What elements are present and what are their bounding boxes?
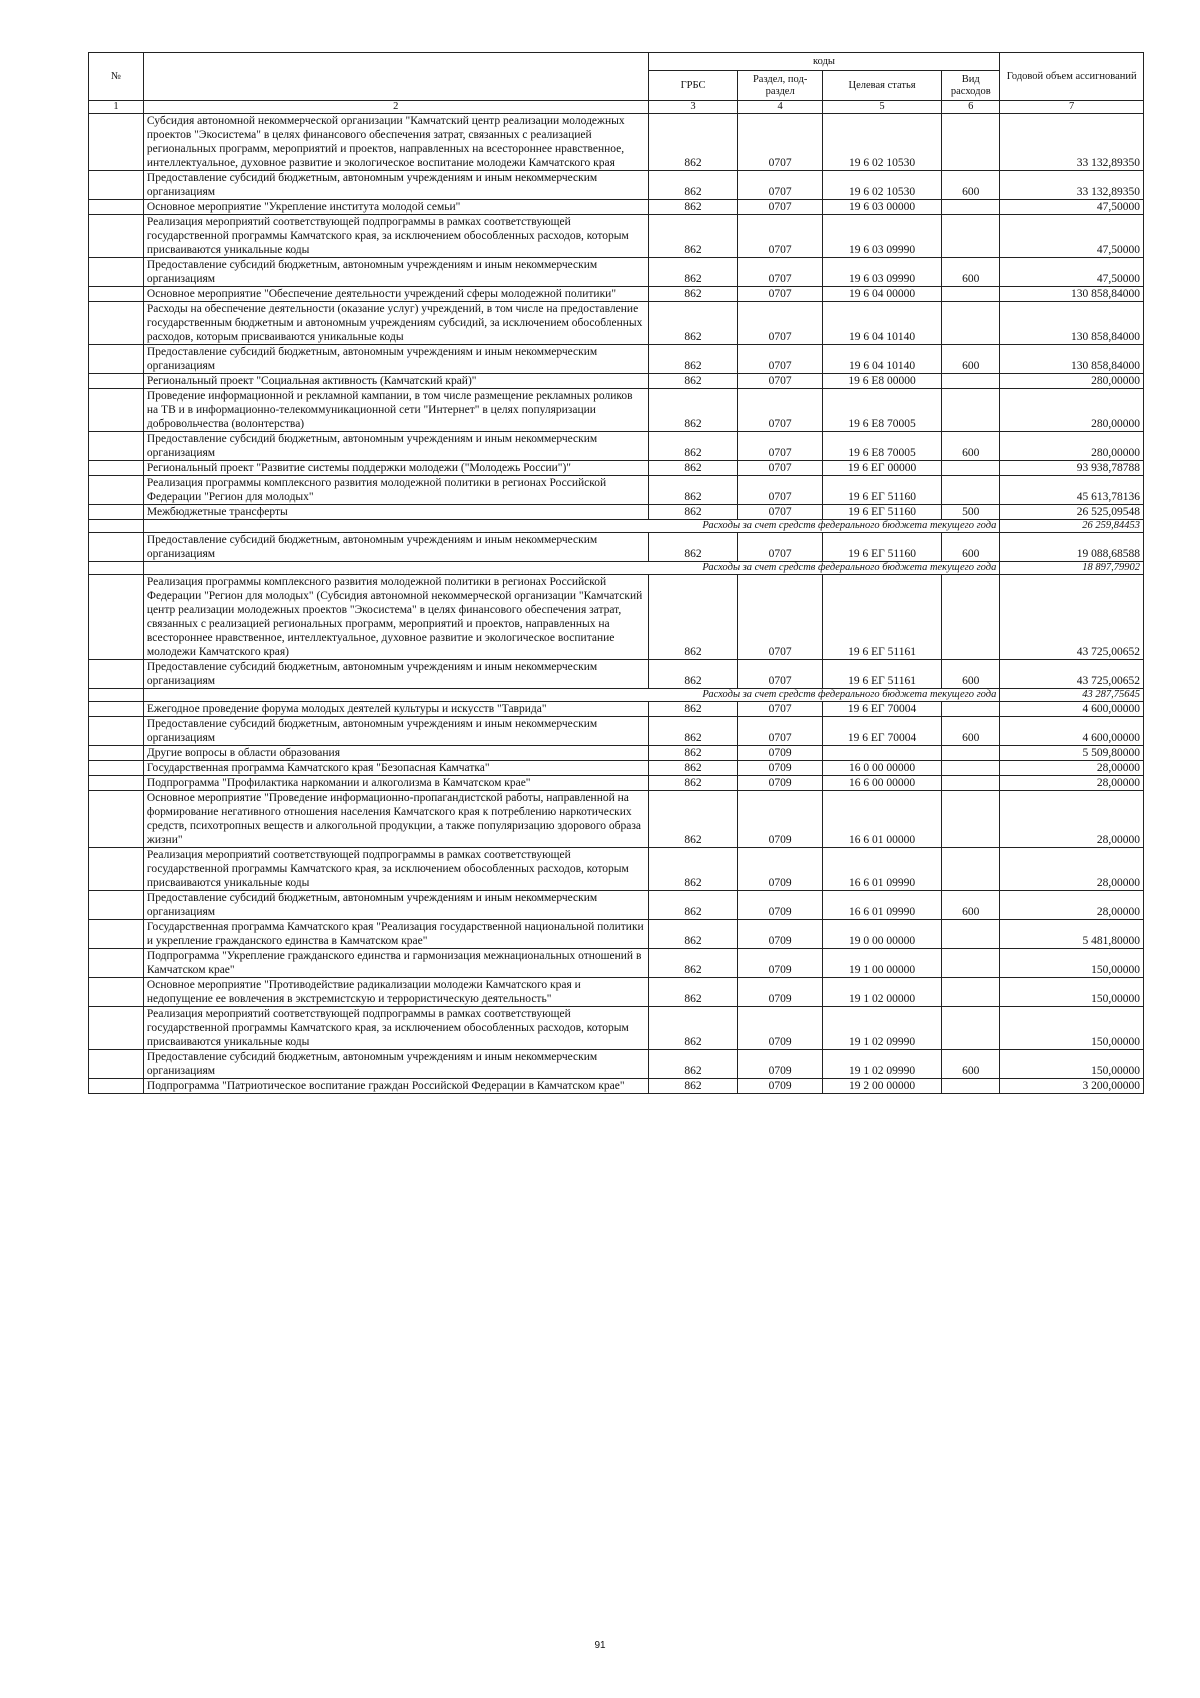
row-grbs: 862: [648, 1079, 738, 1094]
row-grbs: 862: [648, 761, 738, 776]
row-num: [89, 791, 144, 848]
row-razdel: 0707: [738, 476, 822, 505]
row-razdel: 0709: [738, 1079, 822, 1094]
row-num: [89, 776, 144, 791]
row-sum: 93 938,78788: [1000, 461, 1144, 476]
row-name: Подпрограмма "Профилактика наркомании и алкоголизма в Камчатском крае": [143, 776, 648, 791]
row-name: Государственная программа Камчатского края "Безопасная Камчатка": [143, 761, 648, 776]
row-sum: 19 088,68588: [1000, 533, 1144, 562]
row-razdel: 0707: [738, 374, 822, 389]
row-name: Реализация мероприятий соответствующей подпрограммы в рамках соответствующей государственной программы Камчатского края, за исключением обособленных расходов, которым присваиваются уникальные коды: [143, 1007, 648, 1050]
table-row: [89, 848, 1144, 891]
table-row: [89, 791, 1144, 848]
row-name: Региональный проект "Социальная активность (Камчатский край)": [143, 374, 648, 389]
row-razdel: 0707: [738, 432, 822, 461]
row-celevaya: 19 6 04 10140: [822, 345, 941, 374]
row-grbs: 862: [648, 949, 738, 978]
header-razdel: Раздел, под-раздел: [738, 71, 822, 101]
row-name: Предоставление субсидий бюджетным, автономным учреждениям и иным некоммерческим организациям: [143, 345, 648, 374]
row-razdel: 0709: [738, 791, 822, 848]
federal-budget-sum: 18 897,79902: [1000, 562, 1144, 575]
row-sum: 47,50000: [1000, 258, 1144, 287]
row-vid: [942, 461, 1000, 476]
row-name: Предоставление субсидий бюджетным, автономным учреждениям и иным некоммерческим организациям: [143, 258, 648, 287]
row-name: Предоставление субсидий бюджетным, автономным учреждениям и иным некоммерческим организациям: [143, 1050, 648, 1079]
row-celevaya: 19 2 00 00000: [822, 1079, 941, 1094]
federal-budget-sum: 26 259,84453: [1000, 520, 1144, 533]
header-index: 3: [648, 101, 738, 114]
row-num: [89, 476, 144, 505]
row-celevaya: 19 6 ЕГ 70004: [822, 702, 941, 717]
row-sum: 280,00000: [1000, 432, 1144, 461]
row-razdel: 0707: [738, 200, 822, 215]
row-grbs: 862: [648, 287, 738, 302]
header-kody: коды: [648, 53, 1000, 71]
row-name: Государственная программа Камчатского края "Реализация государственной национальной политики и укрепление гражданского единства в Камчатском крае": [143, 920, 648, 949]
federal-budget-sum: 43 287,75645: [1000, 689, 1144, 702]
row-razdel: 0709: [738, 920, 822, 949]
row-name: Предоставление субсидий бюджетным, автономным учреждениям и иным некоммерческим организациям: [143, 171, 648, 200]
row-vid: [942, 746, 1000, 761]
row-razdel: 0707: [738, 258, 822, 287]
table-row: [89, 746, 1144, 761]
row-vid: 600: [942, 891, 1000, 920]
table-header: [89, 53, 1144, 114]
table-row: [89, 978, 1144, 1007]
table-row: [89, 114, 1144, 171]
row-celevaya: 19 6 03 00000: [822, 200, 941, 215]
row-celevaya: 19 0 00 00000: [822, 920, 941, 949]
row-sum: 150,00000: [1000, 949, 1144, 978]
row-vid: 600: [942, 717, 1000, 746]
row-vid: [942, 920, 1000, 949]
row-grbs: 862: [648, 345, 738, 374]
table-row: [89, 476, 1144, 505]
row-name: Предоставление субсидий бюджетным, автономным учреждениям и иным некоммерческим организациям: [143, 533, 648, 562]
row-grbs: 862: [648, 776, 738, 791]
row-num: [89, 374, 144, 389]
row-num: [89, 533, 144, 562]
row-sum: 28,00000: [1000, 891, 1144, 920]
table-row: [89, 302, 1144, 345]
row-razdel: 0707: [738, 171, 822, 200]
row-sum: 5 481,80000: [1000, 920, 1144, 949]
header-num: №: [89, 53, 144, 101]
row-vid: [942, 287, 1000, 302]
page-number: 91: [594, 1640, 606, 1651]
row-name: Основное мероприятие "Проведение информационно-пропагандистской работы, направленной на формирование негативного отношения населения Камчатского края к потреблению наркотических средств, психотропных веществ и алкогольной продукции, а также популяризацию здорового образа жизни": [143, 791, 648, 848]
table-row: [89, 287, 1144, 302]
row-grbs: 862: [648, 505, 738, 520]
row-vid: [942, 215, 1000, 258]
row-razdel: 0709: [738, 1050, 822, 1079]
row-sum: 150,00000: [1000, 978, 1144, 1007]
row-num: [89, 1007, 144, 1050]
row-vid: [942, 575, 1000, 660]
row-sum: 47,50000: [1000, 200, 1144, 215]
header-index: 6: [942, 101, 1000, 114]
row-razdel: 0709: [738, 746, 822, 761]
row-grbs: 862: [648, 1050, 738, 1079]
row-sum: 26 525,09548: [1000, 505, 1144, 520]
row-sum: 130 858,84000: [1000, 345, 1144, 374]
row-sum: 280,00000: [1000, 374, 1144, 389]
row-name: Предоставление субсидий бюджетным, автономным учреждениям и иным некоммерческим организациям: [143, 717, 648, 746]
row-grbs: 862: [648, 461, 738, 476]
row-razdel: 0707: [738, 717, 822, 746]
row-grbs: 862: [648, 533, 738, 562]
row-name: Другие вопросы в области образования: [143, 746, 648, 761]
row-razdel: 0707: [738, 345, 822, 374]
table-row: [89, 891, 1144, 920]
header-index-row: [89, 101, 1144, 114]
header-index: 2: [143, 101, 648, 114]
row-sum: 280,00000: [1000, 389, 1144, 432]
row-name: Реализация программы комплексного развития молодежной политики в регионах Российской Федерации "Регион для молодых" (Субсидия автономной некоммерческой организации "Камчатский центр реализации молодежных проектов "Экосистема" в целях финансового обеспечения затрат, связанных с реализацией региональных программ, мероприятий и проектов, направленных на всестороннее нравственное, интеллектуальное, духовное развитие и экологическое воспитание молодежи Камчатского края): [143, 575, 648, 660]
row-sum: 28,00000: [1000, 848, 1144, 891]
row-vid: 600: [942, 345, 1000, 374]
row-num: [89, 1050, 144, 1079]
row-grbs: 862: [648, 171, 738, 200]
row-grbs: 862: [648, 848, 738, 891]
row-vid: [942, 978, 1000, 1007]
row-celevaya: 16 6 01 09990: [822, 891, 941, 920]
row-grbs: 862: [648, 1007, 738, 1050]
header-index: 4: [738, 101, 822, 114]
row-vid: [942, 1079, 1000, 1094]
row-name: Основное мероприятие "Укрепление института молодой семьи": [143, 200, 648, 215]
row-num: [89, 1079, 144, 1094]
row-sum: 4 600,00000: [1000, 717, 1144, 746]
row-num: [89, 432, 144, 461]
row-sum: 47,50000: [1000, 215, 1144, 258]
row-num: [89, 200, 144, 215]
row-sum: 150,00000: [1000, 1007, 1144, 1050]
row-razdel: 0707: [738, 461, 822, 476]
row-grbs: 862: [648, 791, 738, 848]
row-grbs: 862: [648, 374, 738, 389]
row-razdel: 0709: [738, 978, 822, 1007]
row-num: [89, 505, 144, 520]
row-num: [89, 689, 144, 702]
row-celevaya: 19 6 03 09990: [822, 215, 941, 258]
row-grbs: 862: [648, 920, 738, 949]
budget-table: [88, 52, 1144, 1094]
row-razdel: 0709: [738, 776, 822, 791]
row-celevaya: 16 0 00 00000: [822, 761, 941, 776]
row-num: [89, 891, 144, 920]
row-num: [89, 114, 144, 171]
federal-budget-label: Расходы за счет средств федерального бюджета текущего года: [143, 689, 999, 702]
row-sum: 130 858,84000: [1000, 302, 1144, 345]
table-row: [89, 171, 1144, 200]
row-num: [89, 215, 144, 258]
row-razdel: 0707: [738, 702, 822, 717]
row-vid: [942, 848, 1000, 891]
row-sum: 28,00000: [1000, 761, 1144, 776]
row-grbs: 862: [648, 891, 738, 920]
row-name: Предоставление субсидий бюджетным, автономным учреждениям и иным некоммерческим организациям: [143, 891, 648, 920]
row-grbs: 862: [648, 575, 738, 660]
row-vid: 600: [942, 1050, 1000, 1079]
row-sum: 130 858,84000: [1000, 287, 1144, 302]
table-row: [89, 761, 1144, 776]
row-sum: 28,00000: [1000, 776, 1144, 791]
row-name: Реализация программы комплексного развития молодежной политики в регионах Российской Федерации "Регион для молодых": [143, 476, 648, 505]
row-vid: [942, 302, 1000, 345]
table-row: [89, 461, 1144, 476]
row-num: [89, 717, 144, 746]
row-num: [89, 302, 144, 345]
row-num: [89, 949, 144, 978]
row-num: [89, 520, 144, 533]
row-name: Проведение информационной и рекламной кампании, в том числе размещение рекламных роликов на ТВ и в информационно-телекоммуникационной сети "Интернет" в целях популяризации добровольчества (волонтерства): [143, 389, 648, 432]
table-row: [89, 949, 1144, 978]
row-num: [89, 287, 144, 302]
header-grbs: ГРБС: [648, 71, 738, 101]
row-celevaya: 19 6 E8 00000: [822, 374, 941, 389]
table-row: [89, 215, 1144, 258]
row-num: [89, 171, 144, 200]
row-vid: [942, 114, 1000, 171]
row-celevaya: 19 1 02 09990: [822, 1050, 941, 1079]
row-vid: 600: [942, 660, 1000, 689]
header-name: [143, 53, 648, 101]
table-row: [89, 660, 1144, 689]
row-vid: [942, 702, 1000, 717]
table-row: [89, 717, 1144, 746]
row-name: Предоставление субсидий бюджетным, автономным учреждениям и иным некоммерческим организациям: [143, 432, 648, 461]
header-sum: Годовой объем ассигнований: [1000, 53, 1144, 101]
row-celevaya: 19 6 ЕГ 51161: [822, 575, 941, 660]
header-index: 5: [822, 101, 941, 114]
row-celevaya: 19 6 ЕГ 51160: [822, 505, 941, 520]
row-celevaya: 19 6 03 09990: [822, 258, 941, 287]
table-row: [89, 432, 1144, 461]
row-name: Основное мероприятие "Противодействие радикализации молодежи Камчатского края и недопущение ее вовлечения в экстремистскую и террористическую деятельность": [143, 978, 648, 1007]
row-num: [89, 761, 144, 776]
table-row: [89, 920, 1144, 949]
row-num: [89, 978, 144, 1007]
header-index: 1: [89, 101, 144, 114]
row-num: [89, 461, 144, 476]
header-vid: Вид расходов: [942, 71, 1000, 101]
row-name: Реализация мероприятий соответствующей подпрограммы в рамках соответствующей государственной программы Камчатского края, за исключением обособленных расходов, которым присваиваются уникальные коды: [143, 215, 648, 258]
table-row: [89, 200, 1144, 215]
federal-budget-row: [89, 689, 1144, 702]
row-celevaya: 19 1 02 09990: [822, 1007, 941, 1050]
row-razdel: 0707: [738, 660, 822, 689]
row-num: [89, 746, 144, 761]
row-razdel: 0709: [738, 848, 822, 891]
table-body: [89, 114, 1144, 1094]
row-razdel: 0709: [738, 761, 822, 776]
row-name: Предоставление субсидий бюджетным, автономным учреждениям и иным некоммерческим организациям: [143, 660, 648, 689]
row-name: Расходы на обеспечение деятельности (оказание услуг) учреждений, в том числе на предоставление государственным бюджетным и автономным учреждениям субсидий, за исключением обособленных расходов, которым присваиваются уникальные коды: [143, 302, 648, 345]
header-index: 7: [1000, 101, 1144, 114]
table-row: [89, 345, 1144, 374]
row-razdel: 0707: [738, 505, 822, 520]
row-name: Субсидия автономной некоммерческой организации "Камчатский центр реализации молодежных проектов "Экосистема" в целях финансового обеспечения затрат, связанных с реализацией региональных программ, мероприятий и проектов, направленных на всестороннее нравственное, интеллектуальное, духовное развитие и экологическое воспитание молодежи Камчатского края: [143, 114, 648, 171]
row-grbs: 862: [648, 702, 738, 717]
table-row: [89, 776, 1144, 791]
row-celevaya: 19 1 02 00000: [822, 978, 941, 1007]
row-celevaya: 19 6 ЕГ 51160: [822, 533, 941, 562]
header-celevaya: Целевая статья: [822, 71, 941, 101]
row-sum: 28,00000: [1000, 791, 1144, 848]
row-grbs: 862: [648, 200, 738, 215]
table-row: [89, 1079, 1144, 1094]
row-grbs: 862: [648, 258, 738, 287]
row-vid: 600: [942, 533, 1000, 562]
table-row: [89, 258, 1144, 287]
table-row: [89, 389, 1144, 432]
row-celevaya: 16 6 01 00000: [822, 791, 941, 848]
row-vid: [942, 200, 1000, 215]
row-grbs: 862: [648, 746, 738, 761]
row-vid: 600: [942, 171, 1000, 200]
row-grbs: 862: [648, 114, 738, 171]
row-num: [89, 660, 144, 689]
row-vid: [942, 761, 1000, 776]
row-grbs: 862: [648, 432, 738, 461]
row-name: Подпрограмма "Патриотическое воспитание граждан Российской Федерации в Камчатском крае": [143, 1079, 648, 1094]
row-celevaya: [822, 746, 941, 761]
row-celevaya: 19 6 04 10140: [822, 302, 941, 345]
row-vid: [942, 776, 1000, 791]
row-celevaya: 19 6 ЕГ 51161: [822, 660, 941, 689]
row-grbs: 862: [648, 717, 738, 746]
row-grbs: 862: [648, 660, 738, 689]
table-row: [89, 374, 1144, 389]
row-grbs: 862: [648, 978, 738, 1007]
row-sum: 45 613,78136: [1000, 476, 1144, 505]
row-name: Ежегодное проведение форума молодых деятелей культуры и искусств "Таврида": [143, 702, 648, 717]
row-num: [89, 562, 144, 575]
row-celevaya: 19 6 E8 70005: [822, 432, 941, 461]
row-razdel: 0707: [738, 114, 822, 171]
row-grbs: 862: [648, 302, 738, 345]
row-razdel: 0707: [738, 302, 822, 345]
row-razdel: 0709: [738, 891, 822, 920]
row-celevaya: 19 1 00 00000: [822, 949, 941, 978]
row-celevaya: 19 6 04 00000: [822, 287, 941, 302]
row-sum: 33 132,89350: [1000, 171, 1144, 200]
row-sum: 5 509,80000: [1000, 746, 1144, 761]
table-row: [89, 575, 1144, 660]
row-vid: 600: [942, 258, 1000, 287]
row-name: Основное мероприятие "Обеспечение деятельности учреждений сферы молодежной политики": [143, 287, 648, 302]
row-num: [89, 389, 144, 432]
table-row: [89, 702, 1144, 717]
row-celevaya: 16 6 01 09990: [822, 848, 941, 891]
row-vid: [942, 389, 1000, 432]
row-celevaya: 19 6 E8 70005: [822, 389, 941, 432]
row-sum: 43 725,00652: [1000, 575, 1144, 660]
federal-budget-label: Расходы за счет средств федерального бюджета текущего года: [143, 562, 999, 575]
row-sum: 3 200,00000: [1000, 1079, 1144, 1094]
row-vid: [942, 374, 1000, 389]
table-row: [89, 533, 1144, 562]
row-celevaya: 19 6 02 10530: [822, 171, 941, 200]
row-grbs: 862: [648, 476, 738, 505]
row-razdel: 0707: [738, 575, 822, 660]
row-name: Подпрограмма "Укрепление гражданского единства и гармонизация межнациональных отношений в Камчатском крае": [143, 949, 648, 978]
federal-budget-row: [89, 562, 1144, 575]
row-vid: [942, 791, 1000, 848]
row-grbs: 862: [648, 389, 738, 432]
row-name: Межбюджетные трансферты: [143, 505, 648, 520]
row-razdel: 0707: [738, 389, 822, 432]
row-razdel: 0707: [738, 533, 822, 562]
row-vid: [942, 1007, 1000, 1050]
row-celevaya: 19 6 02 10530: [822, 114, 941, 171]
row-razdel: 0707: [738, 215, 822, 258]
row-name: Реализация мероприятий соответствующей подпрограммы в рамках соответствующей государственной программы Камчатского края, за исключением обособленных расходов, которым присваиваются уникальные коды: [143, 848, 648, 891]
row-celevaya: 19 6 ЕГ 00000: [822, 461, 941, 476]
row-num: [89, 702, 144, 717]
federal-budget-label: Расходы за счет средств федерального бюджета текущего года: [143, 520, 999, 533]
table-row: [89, 505, 1144, 520]
row-vid: [942, 476, 1000, 505]
row-num: [89, 345, 144, 374]
row-num: [89, 258, 144, 287]
row-vid: 500: [942, 505, 1000, 520]
table-row: [89, 1050, 1144, 1079]
row-name: Региональный проект "Развитие системы поддержки молодежи ("Молодежь России")": [143, 461, 648, 476]
row-vid: [942, 949, 1000, 978]
budget-sheet: [88, 52, 1144, 1094]
row-sum: 4 600,00000: [1000, 702, 1144, 717]
row-sum: 33 132,89350: [1000, 114, 1144, 171]
row-num: [89, 575, 144, 660]
row-celevaya: 19 6 ЕГ 51160: [822, 476, 941, 505]
row-razdel: 0709: [738, 949, 822, 978]
row-num: [89, 848, 144, 891]
row-razdel: 0709: [738, 1007, 822, 1050]
row-celevaya: 16 6 00 00000: [822, 776, 941, 791]
row-celevaya: 19 6 ЕГ 70004: [822, 717, 941, 746]
row-vid: 600: [942, 432, 1000, 461]
row-sum: 43 725,00652: [1000, 660, 1144, 689]
row-razdel: 0707: [738, 287, 822, 302]
row-sum: 150,00000: [1000, 1050, 1144, 1079]
row-grbs: 862: [648, 215, 738, 258]
federal-budget-row: [89, 520, 1144, 533]
row-num: [89, 920, 144, 949]
table-row: [89, 1007, 1144, 1050]
